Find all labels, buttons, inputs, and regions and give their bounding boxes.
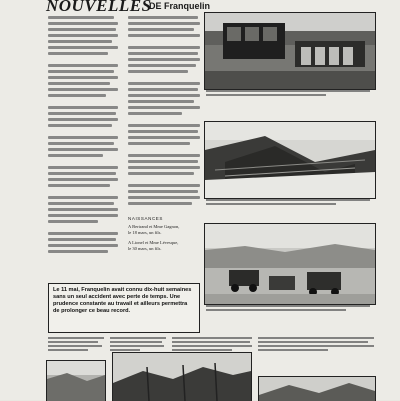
page-subtitle: DE Franquelin xyxy=(149,1,211,11)
safety-callout-text: Le 11 mai, Franquelin avait connu dix-huit semaines sans un seul accident avec perte de temps. Une prudence constante au travail et ailleurs permettra de prolonger ce beau record. xyxy=(53,287,192,314)
photo-bottom-3-image xyxy=(259,377,375,401)
caption-bottom-4 xyxy=(258,337,374,353)
photo-log-pile-image xyxy=(205,122,375,198)
caption-photo-3 xyxy=(206,305,374,313)
photo-bottom-2 xyxy=(112,352,252,401)
photo-construction-site-image xyxy=(205,224,375,304)
page-title: NOUVELLES xyxy=(46,0,152,15)
photo-construction-site xyxy=(204,223,376,305)
photo-bottom-1 xyxy=(46,360,106,401)
birth-1: A Bertrand et Mme Gagnon, xyxy=(128,224,180,229)
caption-bottom-2 xyxy=(110,337,166,353)
birth-1b: le 18 mars, un fils. xyxy=(128,230,162,235)
caption-bottom-1 xyxy=(48,337,104,353)
photo-bottom-1-image xyxy=(47,361,105,401)
caption-photo-1 xyxy=(206,90,374,98)
photo-loading-dock xyxy=(204,12,376,90)
photo-bottom-2-image xyxy=(113,353,251,401)
photo-loading-dock-image xyxy=(205,13,375,89)
photo-bottom-3 xyxy=(258,376,376,401)
safety-callout-box xyxy=(48,283,200,333)
birth-2: A Lionel et Mme Lévesque, xyxy=(128,240,179,245)
caption-bottom-3 xyxy=(172,337,252,353)
birth-notices xyxy=(128,224,200,252)
caption-photo-2 xyxy=(206,199,374,207)
middle-column-text xyxy=(128,16,200,252)
heading-naissances: NAISSANCES xyxy=(128,216,164,221)
photo-log-pile xyxy=(204,121,376,199)
birth-2b: le 30 mars, un fils. xyxy=(128,246,162,251)
left-column-text xyxy=(48,16,118,256)
